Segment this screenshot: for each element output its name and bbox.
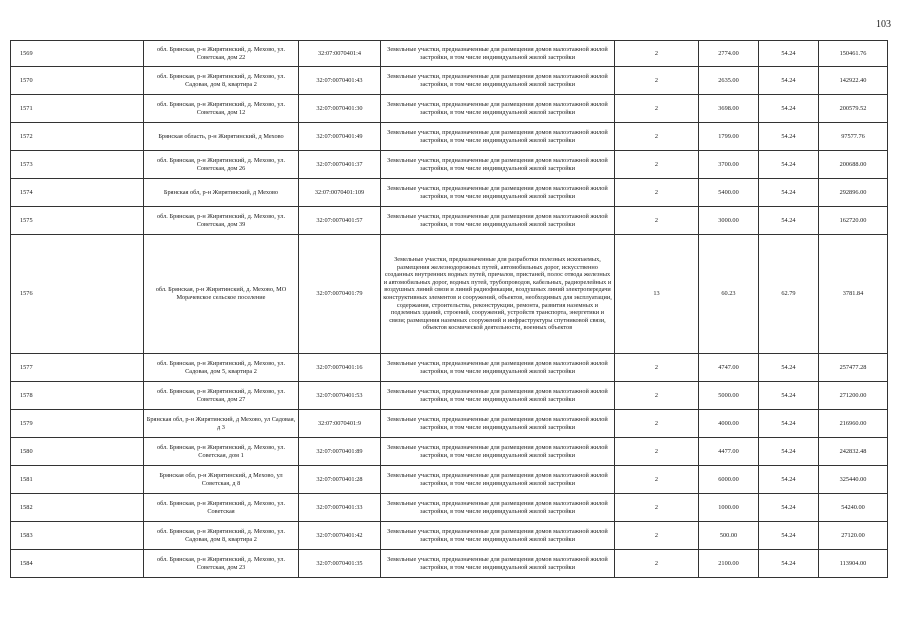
address-cell: Брянская обл, р-н Жирятинский, д Мехово, ул Советская, д 8 (144, 466, 299, 494)
group-number-cell: 2 (615, 123, 699, 151)
row-number: 1579 (11, 410, 144, 438)
address-cell: обл. Брянская, р-н Жирятинский, д. Мехово, ул. Советская, дом 27 (144, 382, 299, 410)
cadastral-number-cell: 32:07:0070401:49 (299, 123, 381, 151)
rate-cell: 54.24 (759, 207, 819, 235)
address-cell: обл. Брянская, р-н Жирятинский, д. Мехово, МО Морачевское сельское поселение (144, 235, 299, 354)
cadastral-value-cell: 216960.00 (819, 410, 888, 438)
address-cell: обл. Брянская, р-н Жирятинский, д. Мехово, ул. Садовая, дом 5, квартира 2 (144, 354, 299, 382)
land-use-cell: Земельные участки, предназначенные для размещения домов малоэтажной жилой застройки, в том числе индивидуальной жилой застройки (381, 67, 615, 95)
row-number: 1572 (11, 123, 144, 151)
group-number-cell: 2 (615, 67, 699, 95)
area-cell: 3000.00 (699, 207, 759, 235)
cadastral-number-cell: 32:07:0070401:42 (299, 522, 381, 550)
cadastral-value-cell: 54240.00 (819, 494, 888, 522)
cadastral-value-cell: 113904.00 (819, 550, 888, 578)
table-row (11, 382, 888, 410)
group-number-cell: 2 (615, 41, 699, 67)
rate-cell: 54.24 (759, 410, 819, 438)
row-number: 1569 (11, 41, 144, 67)
table-row (11, 438, 888, 466)
area-cell: 5000.00 (699, 382, 759, 410)
table-row (11, 207, 888, 235)
area-cell: 1799.00 (699, 123, 759, 151)
rate-cell: 54.24 (759, 550, 819, 578)
address-cell: обл. Брянская, р-н Жирятинский, д. Мехово, ул. Советская, дом 26 (144, 151, 299, 179)
table-row (11, 235, 888, 354)
table-row (11, 550, 888, 578)
group-number-cell: 2 (615, 466, 699, 494)
group-number-cell: 2 (615, 95, 699, 123)
table-row (11, 522, 888, 550)
rate-cell: 54.24 (759, 354, 819, 382)
land-use-cell: Земельные участки, предназначенные для размещения домов малоэтажной жилой застройки, в том числе индивидуальной жилой застройки (381, 95, 615, 123)
group-number-cell: 2 (615, 410, 699, 438)
area-cell: 4747.00 (699, 354, 759, 382)
cadastral-number-cell: 32:07:0070401:35 (299, 550, 381, 578)
group-number-cell: 2 (615, 522, 699, 550)
page-number: 103 (876, 19, 891, 30)
row-number: 1577 (11, 354, 144, 382)
land-use-cell: Земельные участки, предназначенные для размещения домов малоэтажной жилой застройки, в том числе индивидуальной жилой застройки (381, 550, 615, 578)
table-row (11, 410, 888, 438)
cadastral-number-cell: 32:07:0070401:33 (299, 494, 381, 522)
rate-cell: 54.24 (759, 95, 819, 123)
address-cell: обл. Брянская, р-н Жирятинский, д. Мехово, ул. Советская, дом 39 (144, 207, 299, 235)
area-cell: 4477.00 (699, 438, 759, 466)
area-cell: 2100.00 (699, 550, 759, 578)
cadastral-number-cell: 32:07:0070401:30 (299, 95, 381, 123)
rate-cell: 54.24 (759, 179, 819, 207)
cadastral-value-cell: 200579.52 (819, 95, 888, 123)
cadastral-number-cell: 32:07:0070401:37 (299, 151, 381, 179)
row-number: 1582 (11, 494, 144, 522)
row-number: 1575 (11, 207, 144, 235)
cadastral-value-cell: 150461.76 (819, 41, 888, 67)
table-row (11, 494, 888, 522)
row-number: 1581 (11, 466, 144, 494)
land-use-cell: Земельные участки, предназначенные для размещения домов малоэтажной жилой застройки, в том числе индивидуальной жилой застройки (381, 179, 615, 207)
land-use-cell: Земельные участки, предназначенные для размещения домов малоэтажной жилой застройки, в том числе индивидуальной жилой застройки (381, 494, 615, 522)
group-number-cell: 2 (615, 438, 699, 466)
area-cell: 60.23 (699, 235, 759, 354)
cadastral-number-cell: 32:07:0070401:4 (299, 41, 381, 67)
cadastral-value-cell: 97577.76 (819, 123, 888, 151)
rate-cell: 54.24 (759, 522, 819, 550)
group-number-cell: 2 (615, 550, 699, 578)
area-cell: 2774.00 (699, 41, 759, 67)
rate-cell: 54.24 (759, 123, 819, 151)
cadastral-number-cell: 32:07:0070401:28 (299, 466, 381, 494)
cadastral-value-cell: 242832.48 (819, 438, 888, 466)
cadastral-value-cell: 3781.84 (819, 235, 888, 354)
group-number-cell: 2 (615, 207, 699, 235)
area-cell: 6000.00 (699, 466, 759, 494)
row-number: 1570 (11, 67, 144, 95)
table-row (11, 41, 888, 67)
cadastral-value-cell: 142922.40 (819, 67, 888, 95)
address-cell: Брянская обл, р-н Жирятинский, д Мехово (144, 179, 299, 207)
row-number: 1584 (11, 550, 144, 578)
row-number: 1580 (11, 438, 144, 466)
cadastral-number-cell: 32:07:0070401:79 (299, 235, 381, 354)
group-number-cell: 2 (615, 179, 699, 207)
land-use-cell: Земельные участки, предназначенные для размещения домов малоэтажной жилой застройки, в том числе индивидуальной жилой застройки (381, 123, 615, 151)
cadastral-value-cell: 271200.00 (819, 382, 888, 410)
address-cell: обл. Брянская, р-н Жирятинский, д. Мехово, ул. Советская, дом 12 (144, 95, 299, 123)
table-row (11, 95, 888, 123)
cadastral-number-cell: 32:07:0070401:43 (299, 67, 381, 95)
area-cell: 5400.00 (699, 179, 759, 207)
land-use-cell: Земельные участки, предназначенные для размещения домов малоэтажной жилой застройки, в том числе индивидуальной жилой застройки (381, 354, 615, 382)
rate-cell: 54.24 (759, 494, 819, 522)
area-cell: 1000.00 (699, 494, 759, 522)
row-number: 1573 (11, 151, 144, 179)
land-use-cell: Земельные участки, предназначенные для размещения домов малоэтажной жилой застройки, в том числе индивидуальной жилой застройки (381, 466, 615, 494)
address-cell: Брянская обл, р-н Жирятинский, д Мехово, ул Садовая, д 3 (144, 410, 299, 438)
table-row (11, 466, 888, 494)
row-number: 1576 (11, 235, 144, 354)
cadastral-number-cell: 32:07:0070401:16 (299, 354, 381, 382)
address-cell: обл. Брянская, р-н Жирятинский, д. Мехово, ул. Советская, дом 1 (144, 438, 299, 466)
cadastral-value-cell: 292896.00 (819, 179, 888, 207)
group-number-cell: 13 (615, 235, 699, 354)
row-number: 1583 (11, 522, 144, 550)
table-row (11, 67, 888, 95)
rate-cell: 54.24 (759, 41, 819, 67)
table-row (11, 123, 888, 151)
row-number: 1574 (11, 179, 144, 207)
table-body (11, 41, 888, 578)
land-use-cell: Земельные участки, предназначенные для разработки полезных ископаемых, размещения железнодорожных путей, автомобильных дорог, искусственно созданных внутренних водных путей, причалов, пристаней, полос отвода железных и автомобильных дорог, водных путей, трубопроводов, кабельных, радиорелейных и воздушных линий связи и линий радиофикации, воздушных линий электропередачи конструктивных элементов и сооружений, объектов, необходимых для эксплуатации, содержания, строительства, реконструкции, ремонта, развития наземных и подземных зданий, строений, сооружений, устройств транспорта, энергетики и связи; размещения наземных сооружений и инфраструктуры спутниковой связи, объектов космической деятельности, военных объектов (381, 235, 615, 354)
table-row (11, 179, 888, 207)
land-use-cell: Земельные участки, предназначенные для размещения домов малоэтажной жилой застройки, в том числе индивидуальной жилой застройки (381, 410, 615, 438)
cadastral-number-cell: 32:07:0070401:57 (299, 207, 381, 235)
cadastral-value-cell: 27120.00 (819, 522, 888, 550)
area-cell: 4000.00 (699, 410, 759, 438)
table-row (11, 354, 888, 382)
group-number-cell: 2 (615, 382, 699, 410)
rate-cell: 54.24 (759, 67, 819, 95)
address-cell: обл. Брянская, р-н Жирятинский, д. Мехово, ул. Советская, дом 22 (144, 41, 299, 67)
rate-cell: 54.24 (759, 438, 819, 466)
group-number-cell: 2 (615, 494, 699, 522)
rate-cell: 62.79 (759, 235, 819, 354)
address-cell: обл. Брянская, р-н Жирятинский, д. Мехово, ул. Советская (144, 494, 299, 522)
address-cell: обл. Брянская, р-н Жирятинский, д. Мехово, ул. Садовая, дом 8, квартира 2 (144, 522, 299, 550)
rate-cell: 54.24 (759, 466, 819, 494)
cadastral-number-cell: 32:07:0070401:9 (299, 410, 381, 438)
address-cell: обл. Брянская, р-н Жирятинский, д. Мехово, ул. Садовая, дом 8, квартира 2 (144, 67, 299, 95)
cadastral-number-cell: 32:07:0070401:89 (299, 438, 381, 466)
cadastral-number-cell: 32:07:0070401:53 (299, 382, 381, 410)
row-number: 1578 (11, 382, 144, 410)
land-registry-table (10, 40, 888, 578)
address-cell: Брянская область, р-н Жирятинский, д Мехово (144, 123, 299, 151)
land-use-cell: Земельные участки, предназначенные для размещения домов малоэтажной жилой застройки, в том числе индивидуальной жилой застройки (381, 207, 615, 235)
group-number-cell: 2 (615, 151, 699, 179)
area-cell: 3698.00 (699, 95, 759, 123)
cadastral-value-cell: 200688.00 (819, 151, 888, 179)
land-use-cell: Земельные участки, предназначенные для размещения домов малоэтажной жилой застройки, в том числе индивидуальной жилой застройки (381, 522, 615, 550)
land-use-cell: Земельные участки, предназначенные для размещения домов малоэтажной жилой застройки, в том числе индивидуальной жилой застройки (381, 151, 615, 179)
address-cell: обл. Брянская, р-н Жирятинский, д. Мехово, ул. Советская, дом 23 (144, 550, 299, 578)
cadastral-value-cell: 325440.00 (819, 466, 888, 494)
area-cell: 500.00 (699, 522, 759, 550)
area-cell: 3700.00 (699, 151, 759, 179)
land-use-cell: Земельные участки, предназначенные для размещения домов малоэтажной жилой застройки, в том числе индивидуальной жилой застройки (381, 41, 615, 67)
cadastral-number-cell: 32:07:0070401:109 (299, 179, 381, 207)
group-number-cell: 2 (615, 354, 699, 382)
rate-cell: 54.24 (759, 151, 819, 179)
row-number: 1571 (11, 95, 144, 123)
area-cell: 2635.00 (699, 67, 759, 95)
cadastral-value-cell: 162720.00 (819, 207, 888, 235)
land-use-cell: Земельные участки, предназначенные для размещения домов малоэтажной жилой застройки, в том числе индивидуальной жилой застройки (381, 382, 615, 410)
rate-cell: 54.24 (759, 382, 819, 410)
cadastral-value-cell: 257477.28 (819, 354, 888, 382)
land-use-cell: Земельные участки, предназначенные для размещения домов малоэтажной жилой застройки, в том числе индивидуальной жилой застройки (381, 438, 615, 466)
table-row (11, 151, 888, 179)
